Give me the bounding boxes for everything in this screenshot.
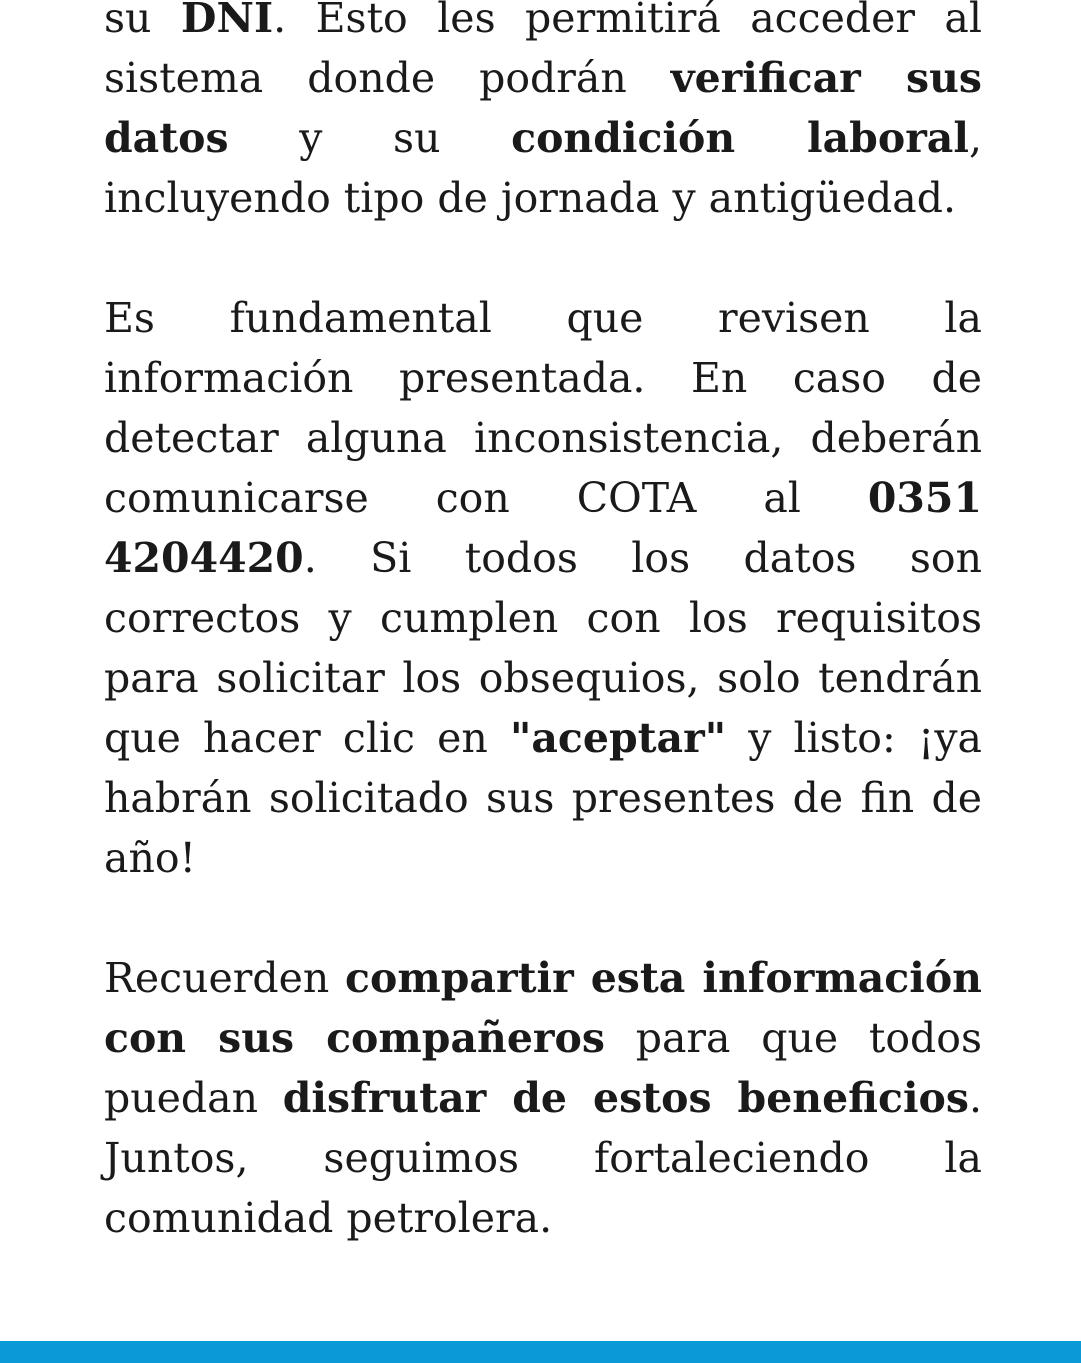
text-segment: . Si todos los datos son correctos y cumplen con los requisitos para solicitar los obsequios, solo tendrán que hacer clic en — [104, 534, 982, 762]
text-segment-bold: verificar sus datos — [104, 54, 982, 162]
text-segment-bold: compartir esta información con sus compañeros — [104, 954, 982, 1062]
text-segment: y listo: ¡ya habrán solicitado sus presentes de fin de año! — [104, 714, 982, 882]
text-segment-bold: "aceptar" — [509, 714, 727, 762]
paragraph-review-info — [104, 288, 982, 888]
text-segment: Es fundamental que revisen la información presentada. En caso de detectar alguna inconsistencia, deberán comunicarse con COTA al — [104, 294, 982, 522]
text-segment: y su — [228, 114, 512, 162]
paragraph-dni-access — [104, 0, 982, 228]
text-segment: . Esto les permitirá acceder al sistema donde podrán — [104, 0, 982, 102]
paragraph-share-info — [104, 948, 982, 1248]
text-segment: su — [104, 0, 181, 42]
text-segment: Recuerden — [104, 954, 346, 1002]
phone-number: 0351 4204420 — [104, 474, 982, 582]
text-segment-bold: DNI — [180, 0, 274, 42]
text-segment-bold: disfrutar de estos beneficios — [282, 1074, 969, 1122]
text-segment: , incluyendo tipo de jornada y antigüedad. — [104, 114, 982, 222]
bottom-accent-bar — [0, 1341, 1081, 1363]
text-segment: . Juntos, seguimos fortaleciendo la comunidad petrolera. — [104, 1074, 982, 1242]
article-body — [104, 0, 982, 1308]
text-segment-bold: condición laboral — [511, 114, 969, 162]
text-segment: para que todos puedan — [104, 1014, 982, 1122]
